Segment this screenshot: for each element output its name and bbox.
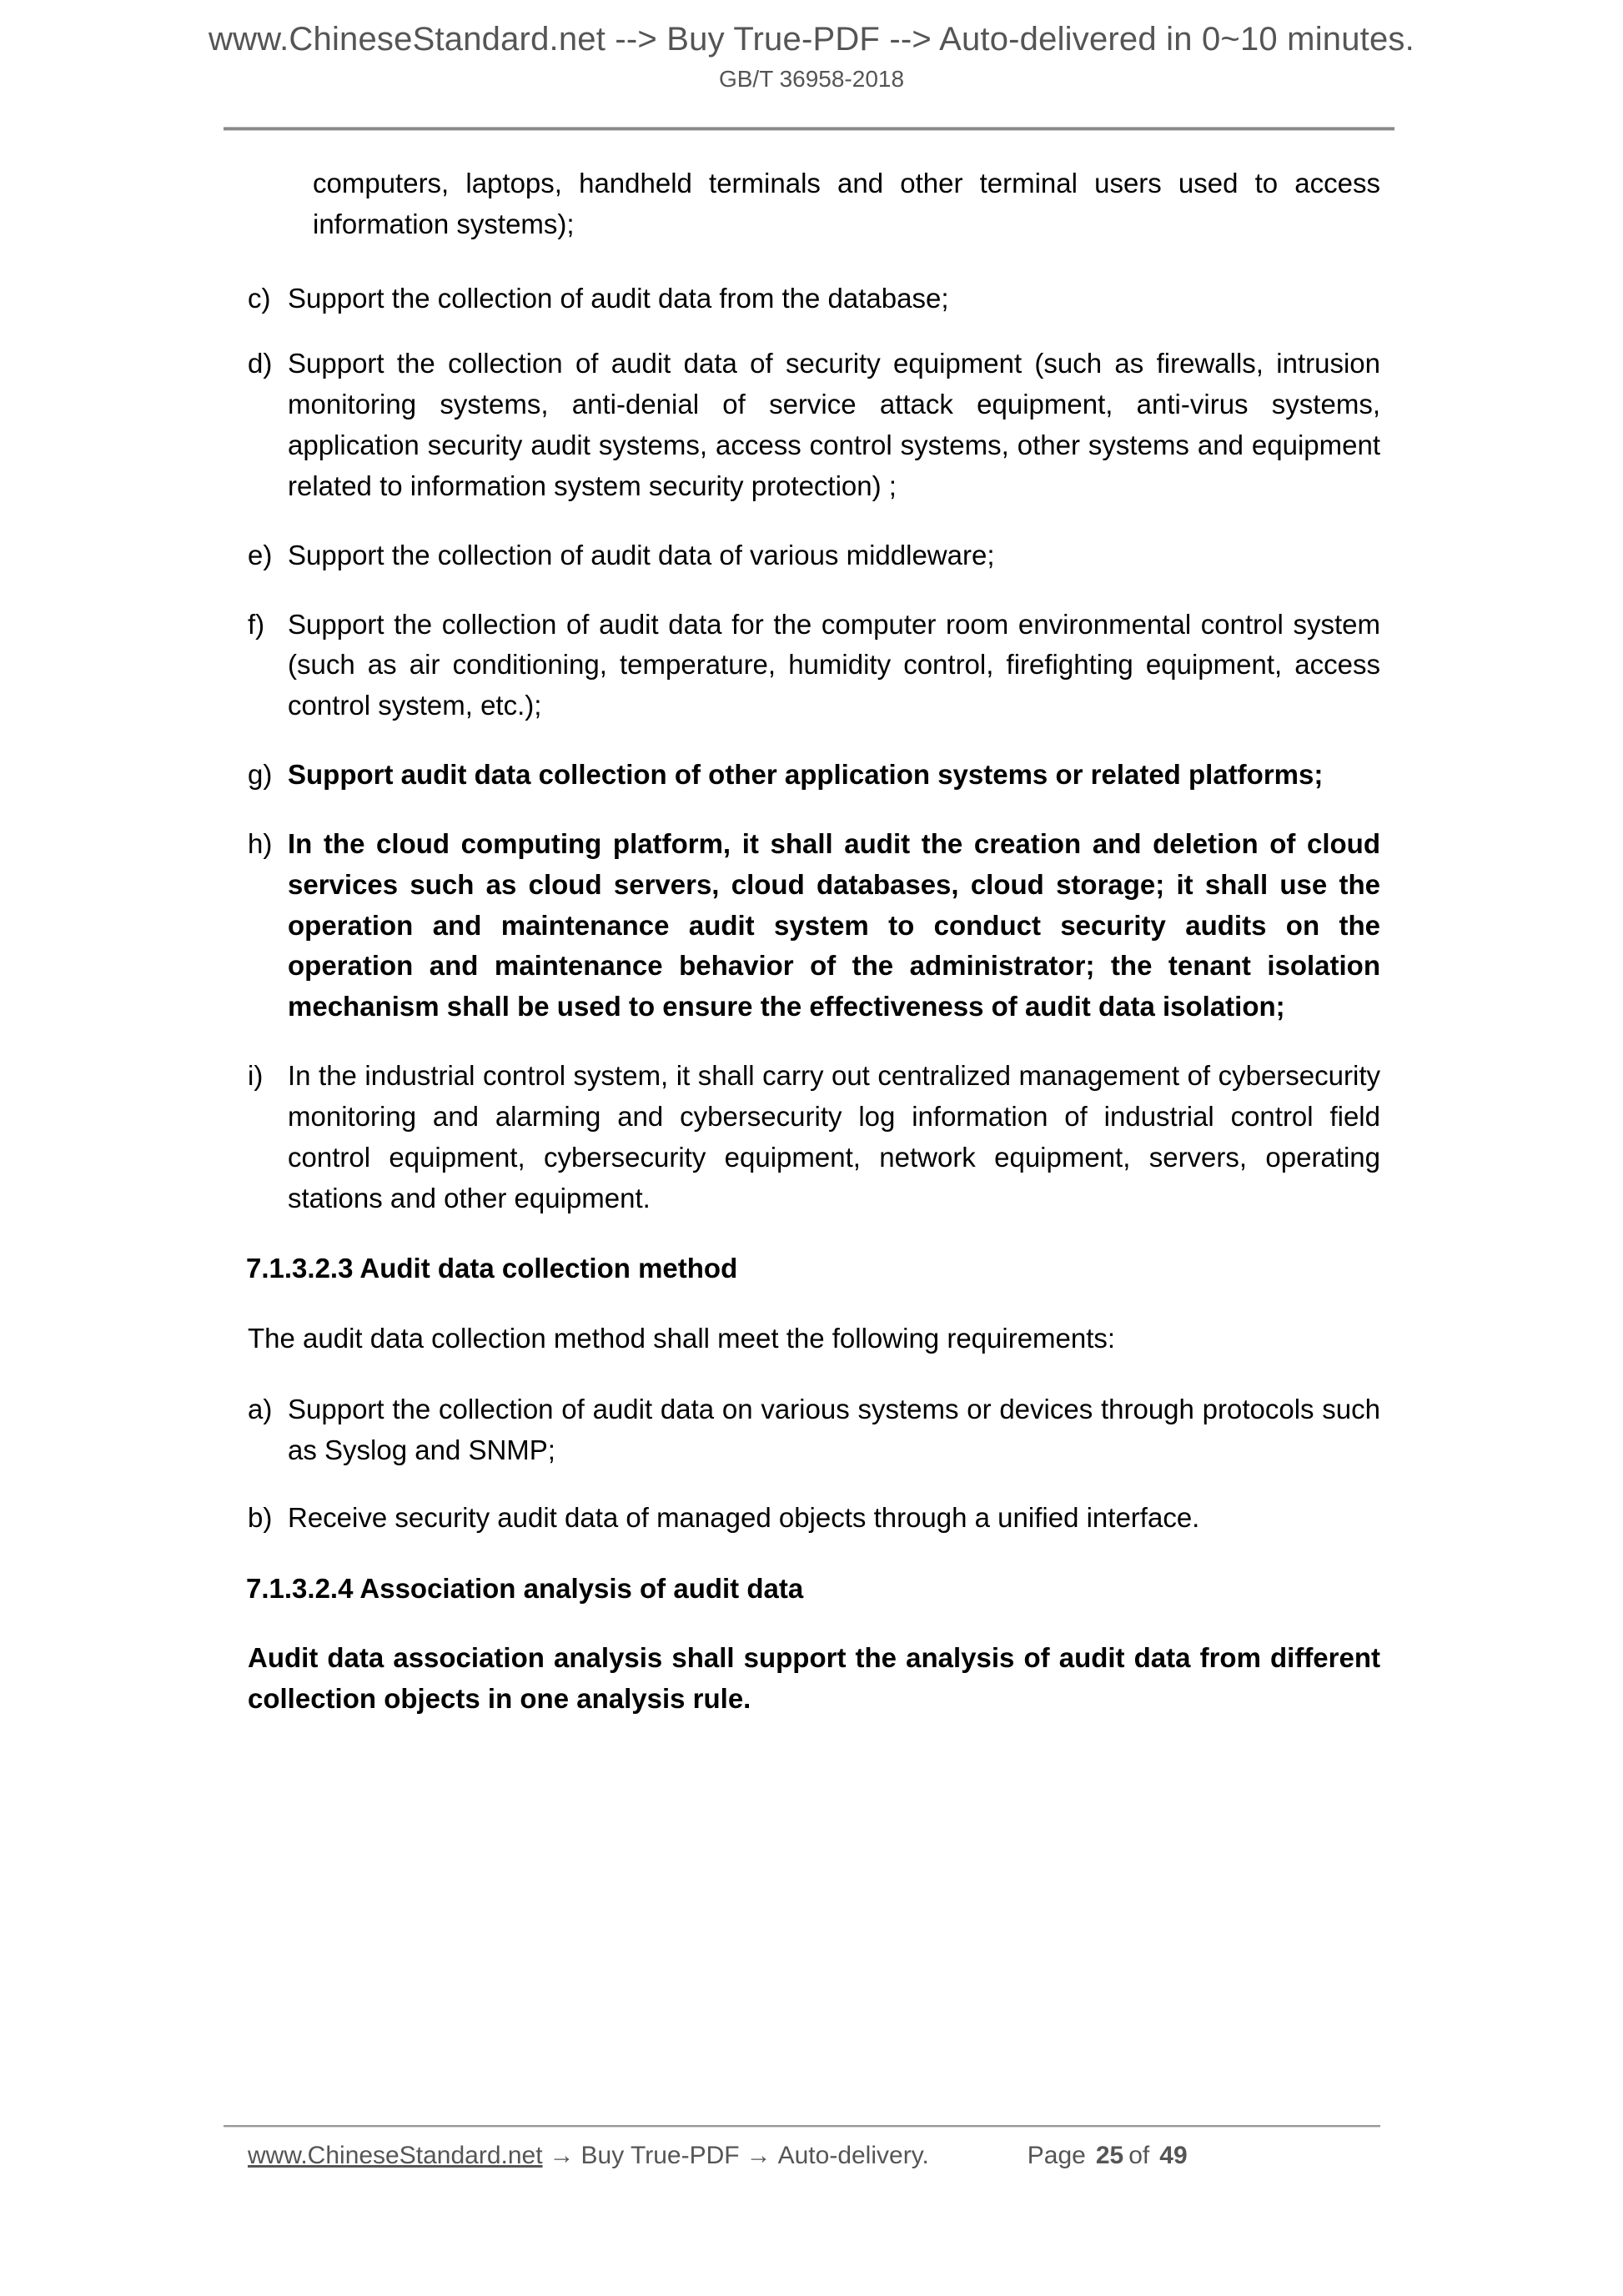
page-number-block: [1028, 2142, 1193, 2170]
arrow-right-icon: →: [746, 2142, 771, 2169]
section-body-paragraph: Audit data association analysis shall support the analysis of audit data from different collection objects in one analysis rule.: [248, 1642, 1380, 1715]
list-item: [248, 605, 1380, 726]
list-item-text: Support the collection of audit data for the computer room environmental control system (such as air conditioning, temperature, humidity control, firefighting equipment, access control system, etc.);: [288, 608, 1380, 721]
list-marker: g): [248, 759, 273, 791]
list-item-text: Support the collection of audit data on various systems or devices through protocols such as Syslog and SNMP;: [288, 1394, 1380, 1465]
footer-buy-label: Buy True-PDF: [580, 2142, 740, 2169]
page-header: [0, 18, 1623, 93]
page-label: Page: [1027, 2142, 1086, 2169]
list-item: [248, 1498, 1380, 1539]
list-item: [248, 279, 1380, 319]
footer-site-link[interactable]: www.ChineseStandard.net: [248, 2142, 543, 2169]
section-heading-7-1-3-2-3: 7.1.3.2.3 Audit data collection method: [246, 1253, 738, 1284]
list-item: [248, 1056, 1380, 1218]
document-content: [248, 163, 1380, 1745]
list-item: [248, 824, 1380, 1027]
list-item-text: Receive security audit data of managed objects through a unified interface.: [288, 1501, 1200, 1533]
header-promo-text: www.ChineseStandard.net --> Buy True-PDF --> Auto-delivered in 0~10 minutes.: [209, 21, 1414, 58]
arrow-right-icon: →: [549, 2142, 575, 2169]
list-item-text: Support audit data collection of other application systems or related platforms;: [288, 759, 1324, 791]
list-item: [248, 535, 1380, 576]
list-marker: h): [248, 827, 273, 859]
total-page-count: 49: [1159, 2142, 1188, 2169]
list-marker: f): [248, 608, 265, 640]
list-item-text: In the cloud computing platform, it shall audit the creation and deletion of cloud services such as cloud servers, cloud databases, cloud storage; it shall use the operation and maintenance audit system to conduct security audits on the operation and maintenance behavior of the administrator; the tenant isolation mechanism shall be used to ensure the effectiveness of audit data isolation;: [288, 827, 1380, 1022]
standard-code: GB/T 36958-2018: [718, 66, 905, 92]
list-marker: e): [248, 539, 273, 570]
footer-divider: [224, 2125, 1380, 2128]
list-item-text: Support the collection of audit data of security equipment (such as firewalls, intrusion monitoring systems, anti-denial of service attack equipment, anti-virus systems, application security audit systems, access control systems, other systems and equipment related to information system security protection) ;: [288, 348, 1380, 501]
list-item: [248, 1389, 1380, 1471]
list-marker: i): [248, 1060, 264, 1092]
current-page-number: 25: [1095, 2142, 1124, 2169]
of-label: of: [1128, 2142, 1150, 2169]
list-marker: a): [248, 1394, 273, 1425]
list-item: [248, 755, 1380, 796]
footer-delivery-label: Auto-delivery.: [777, 2142, 929, 2169]
list-item-text: Support the collection of audit data of various middleware;: [288, 539, 995, 570]
section-intro-paragraph: The audit data collection method shall meet the following requirements:: [248, 1323, 1116, 1354]
section-heading-7-1-3-2-4: 7.1.3.2.4 Association analysis of audit data: [246, 1572, 804, 1604]
list-item-text: Support the collection of audit data from the database;: [288, 282, 949, 314]
list-item-text: In the industrial control system, it shall carry out centralized management of cybersecurity monitoring and alarming and cybersecurity log information of industrial control field control equipment, cybersecurity equipment, network equipment, servers, operating stations and other equipment.: [288, 1060, 1380, 1213]
list-marker: b): [248, 1501, 273, 1533]
header-divider: [224, 127, 1394, 131]
list-item: [248, 344, 1380, 506]
page-footer: [248, 2142, 1382, 2170]
list-marker: d): [248, 348, 273, 379]
list-marker: c): [248, 282, 271, 314]
footer-promo: [248, 2142, 929, 2170]
continuation-paragraph: computers, laptops, handheld terminals and other terminal users used to access information systems);: [313, 168, 1380, 239]
